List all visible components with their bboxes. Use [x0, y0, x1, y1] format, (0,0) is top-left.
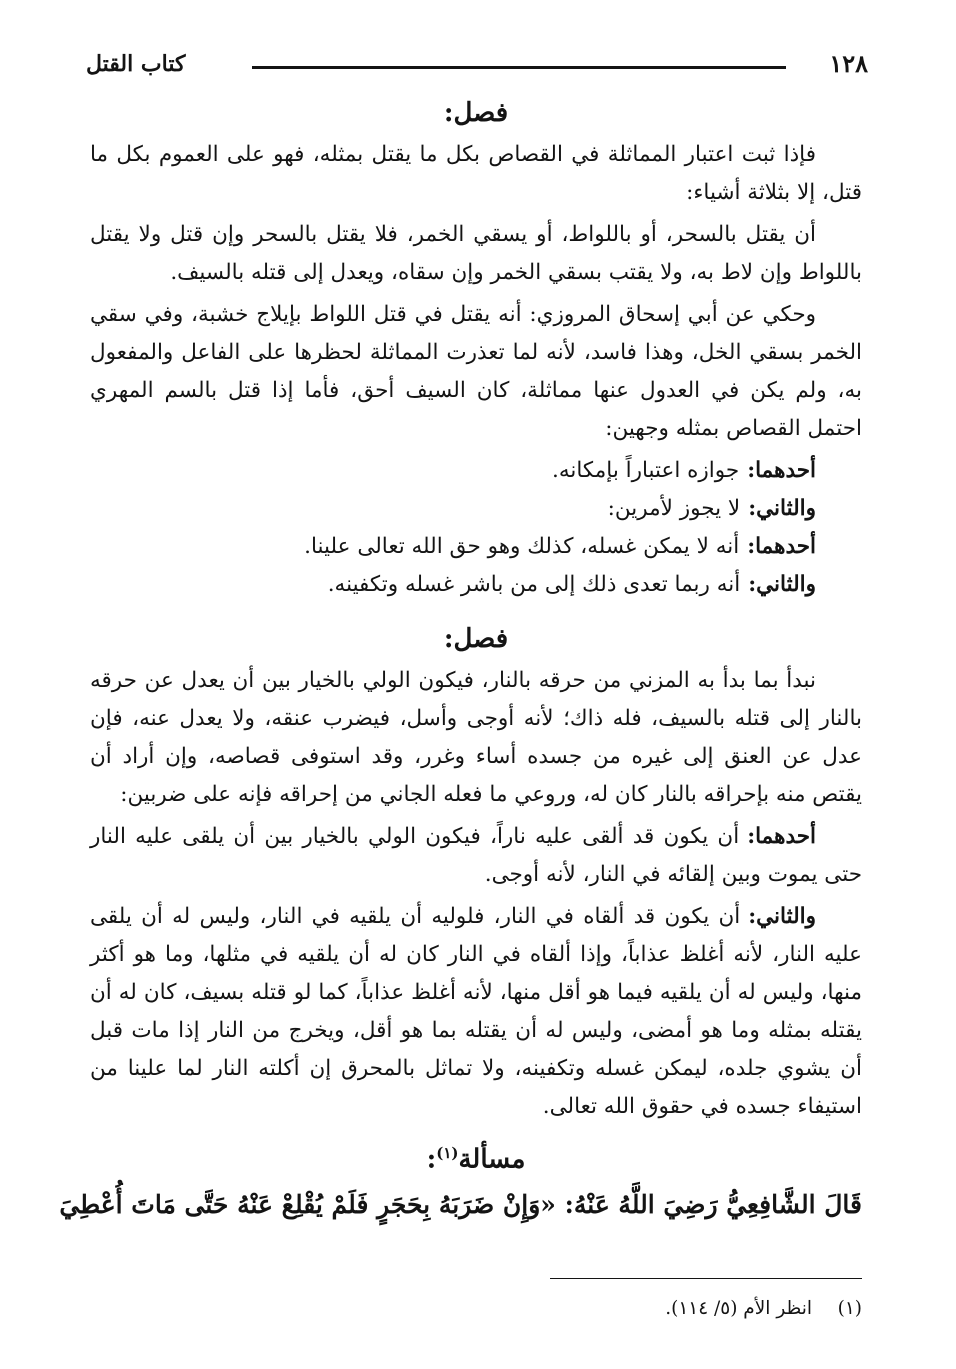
masala-heading-text: مسألة	[458, 1144, 526, 1175]
list-item-text: أنه ربما تعدى ذلك إلى من باشر غسله وتكفينه.	[327, 572, 741, 597]
book-title: كتاب القتل	[86, 51, 186, 77]
paragraph: نبدأ بما بدأ به المزني من حرقه بالنار، فيكون الولي بالخيار بين أن يعدل عن حرقه بالنار إلى قتله بالسيف، فله ذاك؛ لأنه أوجى وأسل، فيضرب عنقه، ولا يعدل عنه، فإن عدل عن العنق إلى غيره من جسده أساء وغرر، وقد استوفى قصاصه، وإن أراد أن يقتص منه بإحراقه بالنار كان له، وروعي ما فعله الجاني من إحراقه فإنه على ضربين:	[90, 668, 862, 807]
list-item-label: أحدهما:	[747, 534, 816, 559]
list-item-label: أحدهما:	[747, 458, 816, 483]
paragraph: وحكي عن أبي إسحاق المروزي: أنه يقتل في قتل اللواط بإيلاج خشبة، وفي سقي الخمر بسقي الخل، وهذا فاسد، لأنه لما تعذرت المماثلة لحظرها على الفاعل والمفعول به، ولم يكن في العدول عنها مماثلة، كان السيف أحق، فأما إذا قتل بالسم المهري احتمل القصاص بمثله وجهين:	[90, 302, 862, 441]
list-item-text: أنه لا يمكن غسله، كذلك وهو حق الله تعالى علينا.	[304, 534, 740, 559]
footnote-marker: (١)	[837, 1298, 862, 1319]
list-item-text: جوازه اعتباراً بإمكانه.	[551, 458, 740, 483]
page-body	[59, 90, 862, 1227]
header-rule	[252, 66, 786, 69]
paragraph	[90, 818, 862, 894]
paragraph-label: أحدهما:	[747, 824, 816, 849]
running-header	[86, 48, 868, 82]
paragraph-text: أن يكون قد ألقاه في النار، فلوليه أن يلقيه في النار، وليس له أن يلقى عليه النار، لأنه أغلظ عذاباً، وإذا ألقاه في النار كان له أن يلقيه في مثلها، وما هو أكثر منها، وليس له أن يلقيه فيما هو أقل منها، لأنه أغلظ عذاباً، كما لو قتله بسيف، كان له أن يقتله بمثله وما هو أمضى، وليس له أن يقتله بما هو أقل، ويخرج من النار إذا مات قبل أن يشوي جلده، ليمكن غسله وتكفينه، ولا تماثل بالمحرق إن أكلته النار لما علينا من استيفاء جسده في حقوق الله تعالى.	[90, 904, 862, 1119]
paragraph-label: والثاني:	[748, 904, 816, 929]
footnote-rule	[550, 1278, 862, 1279]
section-heading: فصل:	[443, 98, 509, 128]
footnote-text: انظر الأم (٥/ ١١٤).	[665, 1298, 812, 1319]
paragraph: فإذا ثبت اعتبار المماثلة في القصاص بكل ما يقتل بمثله، فهو على العموم بكل ما قتل، إلا بثلاثة أشياء:	[90, 142, 862, 205]
page-number: ١٢٨	[829, 49, 868, 78]
paragraph-text: أن يكون قد ألقى عليه ناراً، فيكون الولي بالخيار بين أن يلقى عليه النار حتى يموت وبين إلقائه في النار، لأنه أوجى.	[90, 824, 862, 887]
footnotes	[90, 1278, 862, 1323]
list-item	[90, 490, 816, 528]
footnote-reference: (١)	[436, 1144, 459, 1162]
quoted-text: قَالَ الشَّافِعِيُّ رَضِيَ اللَّهُ عَنْهُ: «وَإِنْ ضَرَبَهُ بِحَجَرٍ فَلَمْ يُقْلِعْ عَنْهُ حَتَّى مَاتَ أُعْطِيَ	[59, 1189, 862, 1219]
paragraph	[90, 898, 862, 1126]
list-item-label: والثاني:	[748, 572, 816, 597]
paragraph: أن يقتل بالسحر، أو باللواط، أو يسقي الخمر، فلا يقتل بالسحر وإن قتل ولا يقتل باللواط وإن لاط به، ولا يقتب بسقي الخمر وإن سقاه، ويعدل إلى قتله بالسيف.	[90, 222, 862, 285]
footnote	[90, 1295, 862, 1323]
masala-heading: مسألة$^{(١)}$:	[426, 1144, 526, 1175]
list-item	[90, 528, 816, 566]
list-item-text: لا يجوز لأمرين:	[607, 496, 741, 521]
section-heading: فصل:	[443, 624, 509, 654]
list-item	[90, 566, 816, 604]
list-item-label: والثاني:	[748, 496, 816, 521]
list-item	[90, 452, 816, 490]
